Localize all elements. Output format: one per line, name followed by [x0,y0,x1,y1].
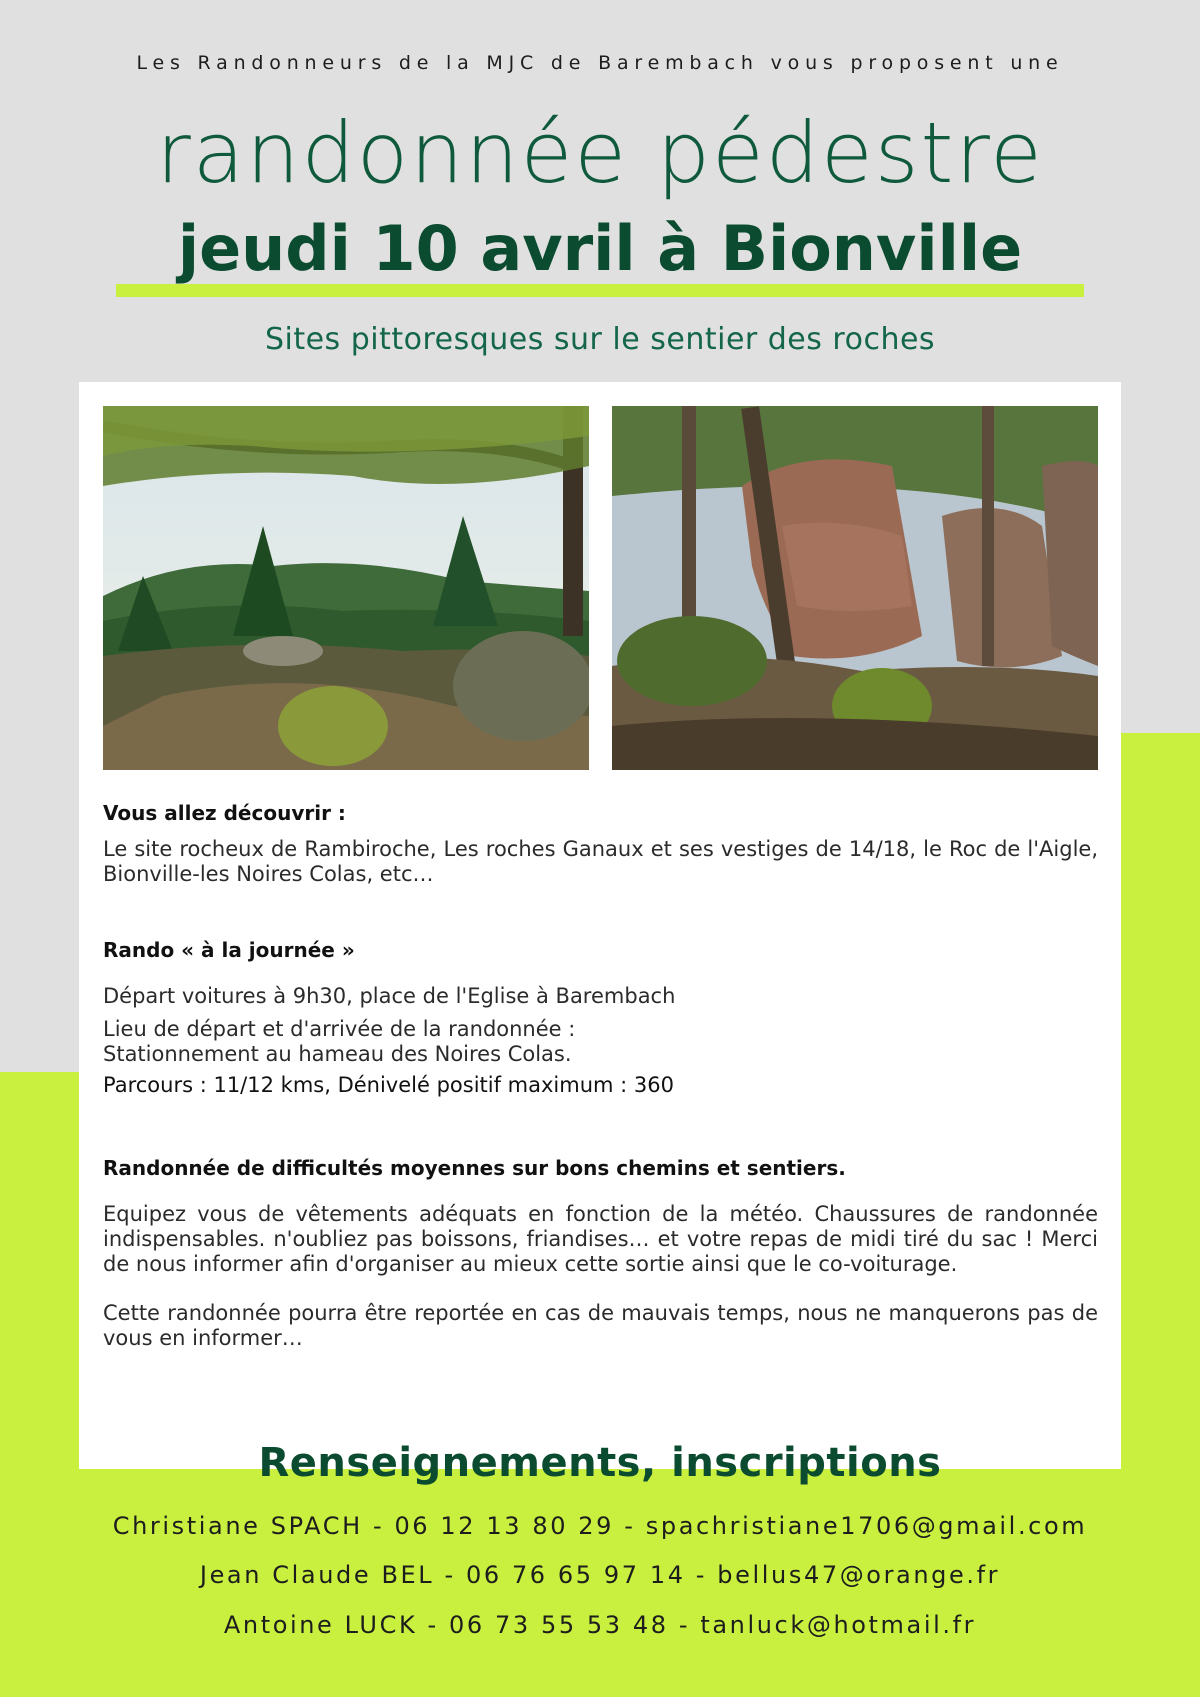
contact-line: Antoine LUCK - 06 73 55 53 48 - tanluck@hotmail.fr [223,1611,977,1639]
date-highlight-bar [116,284,1084,297]
contact-line: Jean Claude BEL - 06 76 65 97 14 - bellus47@orange.fr [199,1561,1001,1589]
subtitle: Sites pittoresques sur le sentier des roches [264,322,936,357]
meeting-line-1: Lieu de départ et d'arrivée de la randonnée : [103,1017,576,1041]
difficulty-heading: Randonnée de difficultés moyennes sur bons chemins et sentiers. [103,1156,846,1180]
departure-text: Départ voitures à 9h30, place de l'Eglise à Barembach [103,984,676,1008]
date-banner [0,212,1200,285]
rando-section [103,938,1098,1097]
route-details: Parcours : 11/12 kms, Dénivelé positif maximum : 360 [103,1073,674,1097]
event-date: jeudi 10 avril à Bionville [177,212,1023,285]
weather-text: Cette randonnée pourra être reportée en cas de mauvais temps, nous ne manquerons pas de vous en informer… [103,1301,1098,1350]
meeting-line-2: Stationnement au hameau des Noires Colas. [103,1042,572,1066]
discover-text: Le site rocheux de Rambiroche, Les roches Ganaux et ses vestiges de 14/18, le Roc de l'Aigle, Bionville-les Noires Colas, etc… [103,837,1098,886]
contacts-heading: Renseignements, inscriptions [258,1440,942,1486]
equipment-text: Equipez vous de vêtements adéquats en fonction de la météo. Chaussures de randonnée indispensables. n'oubliez pas boissons, friandises… et votre repas de midi tiré du sac ! Merci de nous informer afin d'organiser au mieux cette sortie ainsi que le co-voiturage. [103,1202,1098,1276]
page-title: randonnée pédestre [156,104,1044,202]
rock-formation-photo [612,406,1098,770]
forest-viewpoint-photo [103,406,589,770]
discover-heading: Vous allez découvrir : [103,801,346,825]
rando-heading: Rando « à la journée » [103,938,355,962]
intro-line: Les Randonneurs de la MJC de Barembach vous proposent une [136,52,1064,74]
difficulty-section [103,1156,1098,1351]
contact-line: Christiane SPACH - 06 12 13 80 29 - spachristiane1706@gmail.com [112,1512,1088,1540]
discover-section [103,801,1098,887]
